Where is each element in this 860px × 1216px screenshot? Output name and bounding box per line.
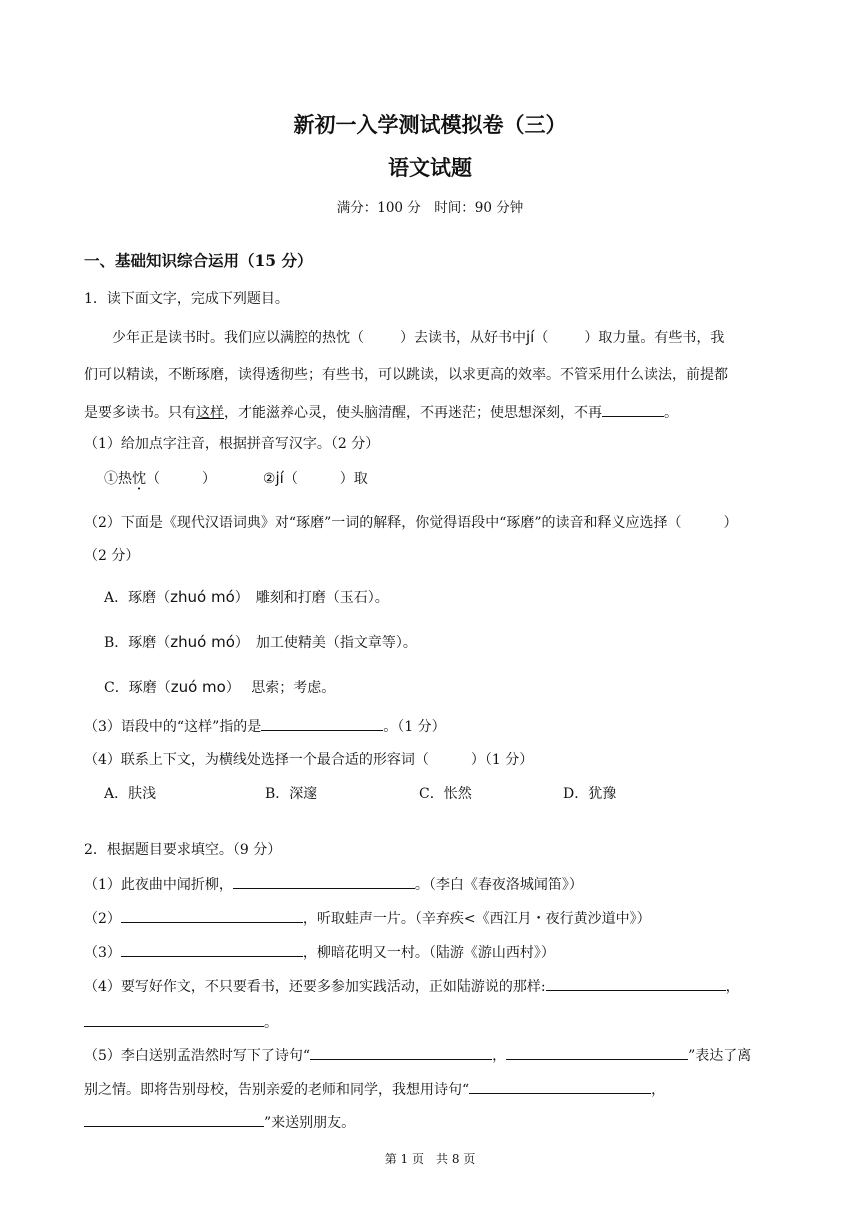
passage-text: 。 (664, 405, 678, 421)
answer-blank[interactable] (261, 716, 383, 731)
question-2-stem: 2．根据题目要求填空。（9 分） (84, 842, 282, 858)
answer-blank[interactable] (121, 942, 303, 957)
option-c[interactable] (104, 677, 335, 698)
question-text: （2） (84, 911, 121, 927)
option-pinyin: zhuó mó (170, 588, 235, 606)
option-pinyin: zhuó mó (170, 633, 235, 651)
choice-d[interactable]: D．犹豫 (563, 786, 617, 802)
dotted-char: 忱 (132, 471, 146, 487)
passage-text: ）取力量。有些书，我 (584, 330, 725, 346)
question-text: （5）李白送别孟浩然时写下了诗句“ (84, 1048, 311, 1064)
q2-line-5 (84, 1045, 751, 1066)
passage-text: ）去读书，从好书中 (400, 330, 526, 346)
q2-line-7 (84, 1112, 355, 1133)
underlined-word: 这样 (196, 405, 224, 421)
page-footer: 第 1 页 共 8 页 (384, 1152, 476, 1166)
sub-question-2: （2）下面是《现代汉语词典》对“琢磨”一词的解释，你觉得语段中“琢磨”的读音和释义应选择（ ） (84, 515, 738, 531)
option-a[interactable] (104, 587, 389, 608)
answer-blank[interactable] (602, 402, 664, 417)
question-text: ， (651, 1082, 666, 1098)
question-text: ， (725, 979, 740, 995)
answer-blank[interactable] (233, 874, 415, 889)
option-b[interactable] (104, 632, 417, 653)
q2-line-4 (84, 976, 740, 997)
exam-subtitle: 语文试题 (388, 155, 472, 180)
q2-line-1 (84, 874, 583, 895)
answer-blank[interactable] (310, 1045, 492, 1060)
sub-question-1-items (104, 468, 368, 489)
item-text: ② (262, 471, 276, 487)
question-text: 。 (264, 1015, 278, 1031)
answer-blank[interactable] (506, 1045, 688, 1060)
option-definition: ） 加工使精美（指文章等）。 (234, 635, 417, 651)
passage-line-1 (112, 327, 724, 348)
choice-c[interactable]: C．怅然 (419, 786, 472, 802)
choice-b[interactable]: B．深邃 (265, 786, 318, 802)
question-text: 。（1 分） (383, 719, 446, 735)
question-1-stem: 1．读下面文字，完成下列题目。 (84, 291, 289, 307)
exam-title: 新初一入学测试模拟卷（三） (293, 112, 567, 137)
q2-line-6 (84, 1079, 665, 1100)
question-text: ，柳暗花明又一村。（陆游《游山西村》） (302, 945, 555, 961)
q2-line-2 (84, 908, 651, 929)
passage-text: 少年正是读书时。我们应以满腔的热忱（ (112, 330, 364, 346)
q2-line-3 (84, 942, 555, 963)
passage-text: 是要多读书。只有 (84, 405, 196, 421)
passage-line-2: 们可以精读，不断琢磨，读得透彻些；有些书，可以跳读，以求更高的效率。不管采用什么读法，前提都 (84, 367, 728, 383)
passage-line-3 (84, 402, 678, 423)
exam-meta: 满分：100 分 时间：90 分钟 (336, 200, 524, 216)
answer-slot: （ ）取 (283, 471, 368, 487)
question-text: （3）语段中的“这样”指的是 (84, 719, 262, 735)
answer-blank[interactable] (84, 1112, 264, 1127)
passage-text: ，才能滋养心灵，使头脑清醒，不再迷茫；使思想深刻，不再 (224, 405, 602, 421)
item-text: ①热 (104, 471, 132, 487)
question-text: （4）要写好作文，不只要看书，还要多参加实践活动，正如陆游说的那样: (84, 979, 546, 995)
question-text: 。（李白《春夜洛城闻笛》） (414, 877, 583, 893)
question-text: 别之情。即将告别母校，告别亲爱的老师和同学，我想用诗句“ (84, 1082, 470, 1098)
choice-a[interactable]: A．肤浅 (104, 786, 157, 802)
sub-question-4: （4）联系上下文，为横线处选择一个最合适的形容词（ ）（1 分） (84, 752, 534, 768)
pinyin-text: jí (275, 469, 284, 487)
answer-blank[interactable] (469, 1079, 651, 1094)
sub-question-1: （1）给加点字注音，根据拼音写汉字。（2 分） (84, 436, 380, 452)
option-definition: ） 雕刻和打磨（玉石）。 (234, 590, 389, 606)
answer-slot: （ ） (146, 471, 216, 487)
option-word: B．琢磨（ (104, 635, 171, 651)
answer-blank[interactable] (121, 908, 303, 923)
q2-line-4-cont (84, 1012, 278, 1033)
question-text: ”来送别朋友。 (264, 1115, 356, 1131)
sub-question-2-score: （2 分） (84, 548, 140, 564)
question-text: ”表达了离 (688, 1048, 752, 1064)
option-definition: ） 思索；考虑。 (225, 680, 336, 696)
answer-blank[interactable] (546, 976, 726, 991)
question-text: （3） (84, 945, 121, 961)
option-word: A．琢磨（ (104, 590, 171, 606)
option-pinyin: zuó mo (170, 678, 226, 696)
question-text: ， (492, 1048, 507, 1064)
answer-blank[interactable] (84, 1012, 264, 1027)
question-text: （1）此夜曲中闻折柳， (84, 877, 233, 893)
section-heading: 一、基础知识综合运用（15 分） (84, 251, 313, 270)
option-word: C．琢磨（ (104, 680, 171, 696)
pinyin-text: jí (526, 328, 535, 346)
passage-text: （ (534, 330, 549, 346)
sub-question-3 (84, 716, 446, 737)
question-text: ，听取蛙声一片。（辛弃疾<《西江月・夜行黄沙道中》） (302, 911, 651, 927)
